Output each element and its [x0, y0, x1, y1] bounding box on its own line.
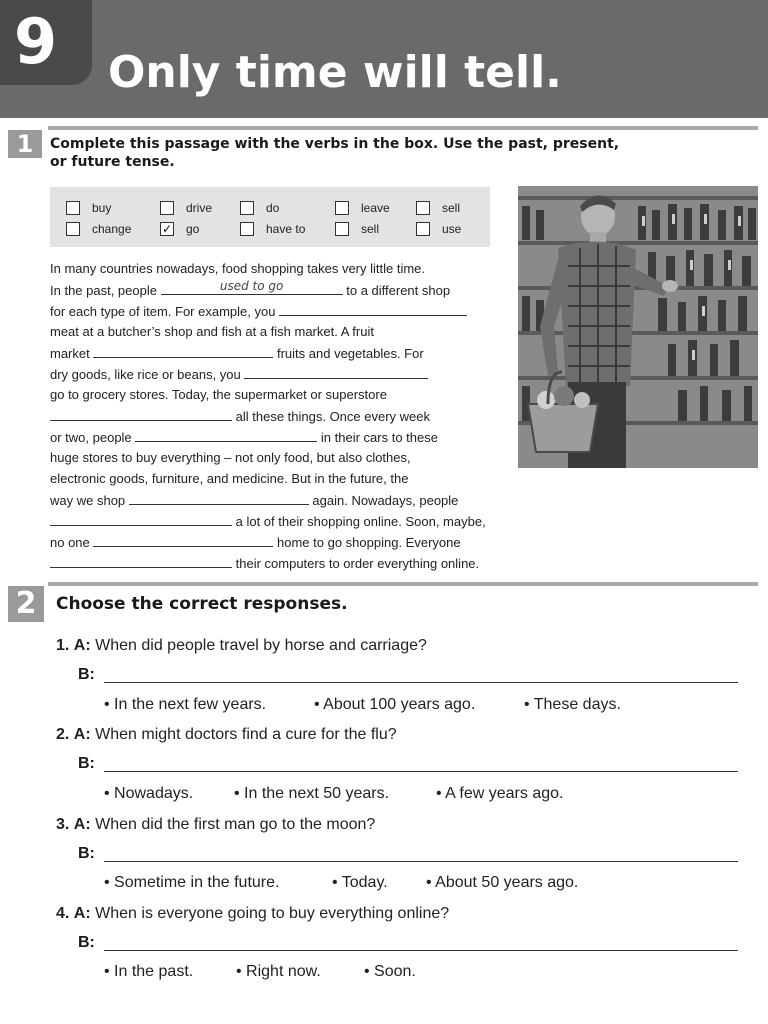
passage-line: [50, 553, 479, 573]
passage-text: way we shop: [50, 493, 126, 508]
word-sell-2: sell: [361, 222, 380, 236]
question-1: [56, 636, 427, 656]
checkbox-go[interactable]: ✓: [161, 222, 173, 236]
word-use: use: [442, 222, 462, 236]
passage-line: [50, 511, 486, 531]
passage-line: [50, 280, 450, 300]
passage-text: no one: [50, 535, 90, 550]
checkbox-sell[interactable]: [416, 201, 430, 215]
section-1-instruction-line2: or future tense.: [50, 154, 175, 170]
answer-blank-5[interactable]: [50, 406, 232, 421]
b-label: B:: [78, 934, 95, 951]
passage-text: in their cars to these: [320, 430, 438, 445]
option-3c[interactable]: • About 50 years ago.: [426, 874, 579, 891]
passage-line: [50, 406, 430, 426]
answer-blank-10[interactable]: [50, 553, 232, 568]
passage-line: [50, 490, 458, 510]
passage-text: their computers to order everything online.: [235, 556, 480, 571]
option-4c[interactable]: • Soon.: [364, 963, 416, 980]
question-4: [56, 904, 449, 924]
question-text: When did people travel by horse and carriage?: [95, 637, 427, 654]
unit-number-tab: [0, 0, 92, 85]
b-label: B:: [78, 666, 95, 683]
question-text: When did the first man go to the moon?: [95, 816, 376, 833]
unit-number: 9: [14, 5, 58, 78]
b-label: B:: [78, 755, 95, 772]
question-number: 2.: [56, 726, 70, 743]
passage-text: all these things. Once every week: [235, 409, 431, 424]
passage-text: again. Nowadays, people: [312, 493, 459, 508]
answer-blank-6[interactable]: [135, 427, 317, 442]
passage-text: fruits and vegetables. For: [276, 346, 424, 361]
answer-blank-1[interactable]: [161, 280, 343, 295]
section-2-number: 2: [8, 586, 44, 622]
verb-word-box: [50, 187, 490, 247]
answer-line-2[interactable]: [104, 771, 738, 772]
section-2-instruction: Choose the correct responses.: [56, 594, 348, 614]
passage-line: [50, 427, 438, 447]
a-label: A:: [73, 726, 91, 743]
word-change: change: [92, 222, 132, 236]
a-label: A:: [73, 905, 91, 922]
answer-blank-3[interactable]: [93, 343, 273, 358]
passage-line: [50, 343, 424, 363]
checkbox-change[interactable]: [66, 222, 80, 236]
answer-line-4[interactable]: [104, 950, 738, 951]
checkbox-use[interactable]: [416, 222, 430, 236]
section-1-instruction-line1: Complete this passage with the verbs in the box. Use the past, present,: [50, 136, 620, 152]
b-label: B:: [78, 845, 95, 862]
section-2-rule: [48, 582, 758, 586]
passage-line: go to grocery stores. Today, the supermarket or superstore: [50, 387, 387, 402]
option-2b[interactable]: • In the next 50 years.: [234, 785, 390, 802]
section-1-rule: [48, 126, 758, 130]
passage-text: market: [50, 346, 90, 361]
word-do: do: [266, 201, 280, 215]
passage-text: for each type of item. For example, you: [50, 304, 276, 319]
answer-blank-7[interactable]: [129, 490, 309, 505]
handwritten-answer: used to go: [219, 279, 284, 293]
checkbox-drive[interactable]: [160, 201, 174, 215]
passage-line: [50, 301, 467, 321]
option-2c[interactable]: • A few years ago.: [436, 785, 564, 802]
question-number: 3.: [56, 816, 70, 833]
section-1-number: 1: [8, 130, 42, 158]
passage-text: dry goods, like rice or beans, you: [50, 367, 241, 382]
word-leave: leave: [361, 201, 390, 215]
checkbox-have-to[interactable]: [240, 222, 254, 236]
page-title: Only time will tell.: [108, 47, 562, 98]
answer-line-1[interactable]: [104, 682, 738, 683]
passage-text: a lot of their shopping online. Soon, maybe,: [235, 514, 486, 529]
a-label: A:: [73, 816, 91, 833]
option-3b[interactable]: • Today.: [332, 874, 388, 891]
word-go: go: [186, 222, 200, 236]
answer-blank-8[interactable]: [50, 511, 232, 526]
passage-line: electronic goods, furniture, and medicine. But in the future, the: [50, 471, 409, 486]
passage-line: meat at a butcher’s shop and fish at a fish market. A fruit: [50, 324, 374, 339]
checkbox-buy[interactable]: [66, 201, 80, 215]
a-label: A:: [73, 637, 91, 654]
answer-blank-4[interactable]: [244, 364, 428, 379]
option-1c[interactable]: • These days.: [524, 696, 621, 713]
checkbox-do[interactable]: [240, 201, 254, 215]
passage-text: to a different shop: [346, 283, 451, 298]
passage-line: [50, 532, 461, 552]
option-1a[interactable]: • In the next few years.: [104, 696, 267, 713]
unit-header: [0, 0, 768, 118]
question-text: When is everyone going to buy everything online?: [95, 905, 450, 922]
passage-line: huge stores to buy everything – not only food, but also clothes,: [50, 450, 411, 465]
supermarket-shopper-photo: [518, 186, 758, 468]
word-buy: buy: [92, 201, 112, 215]
question-2: [56, 725, 397, 745]
option-4a[interactable]: • In the past.: [104, 963, 194, 980]
answer-blank-2[interactable]: [279, 301, 467, 316]
option-2a[interactable]: • Nowadays.: [104, 785, 194, 802]
word-have-to: have to: [266, 222, 306, 236]
question-3: [56, 815, 375, 835]
passage-text: home to go shopping. Everyone: [277, 535, 461, 550]
answer-line-3[interactable]: [104, 861, 738, 862]
checkbox-sell-2[interactable]: [335, 222, 349, 236]
passage-line: [50, 364, 428, 384]
checkbox-leave[interactable]: [335, 201, 349, 215]
answer-blank-9[interactable]: [93, 532, 273, 547]
question-number: 4.: [56, 905, 70, 922]
passage-line: In many countries nowadays, food shopping takes very little time.: [50, 261, 426, 276]
question-text: When might doctors find a cure for the flu?: [95, 726, 397, 743]
question-number: 1.: [56, 637, 70, 654]
option-4b[interactable]: • Right now.: [236, 963, 321, 980]
option-1b[interactable]: • About 100 years ago.: [314, 696, 476, 713]
word-sell: sell: [442, 201, 461, 215]
option-3a[interactable]: • Sometime in the future.: [104, 874, 280, 891]
passage-text: or two, people: [50, 430, 132, 445]
passage-text: In the past, people: [50, 283, 157, 298]
word-drive: drive: [186, 201, 213, 215]
